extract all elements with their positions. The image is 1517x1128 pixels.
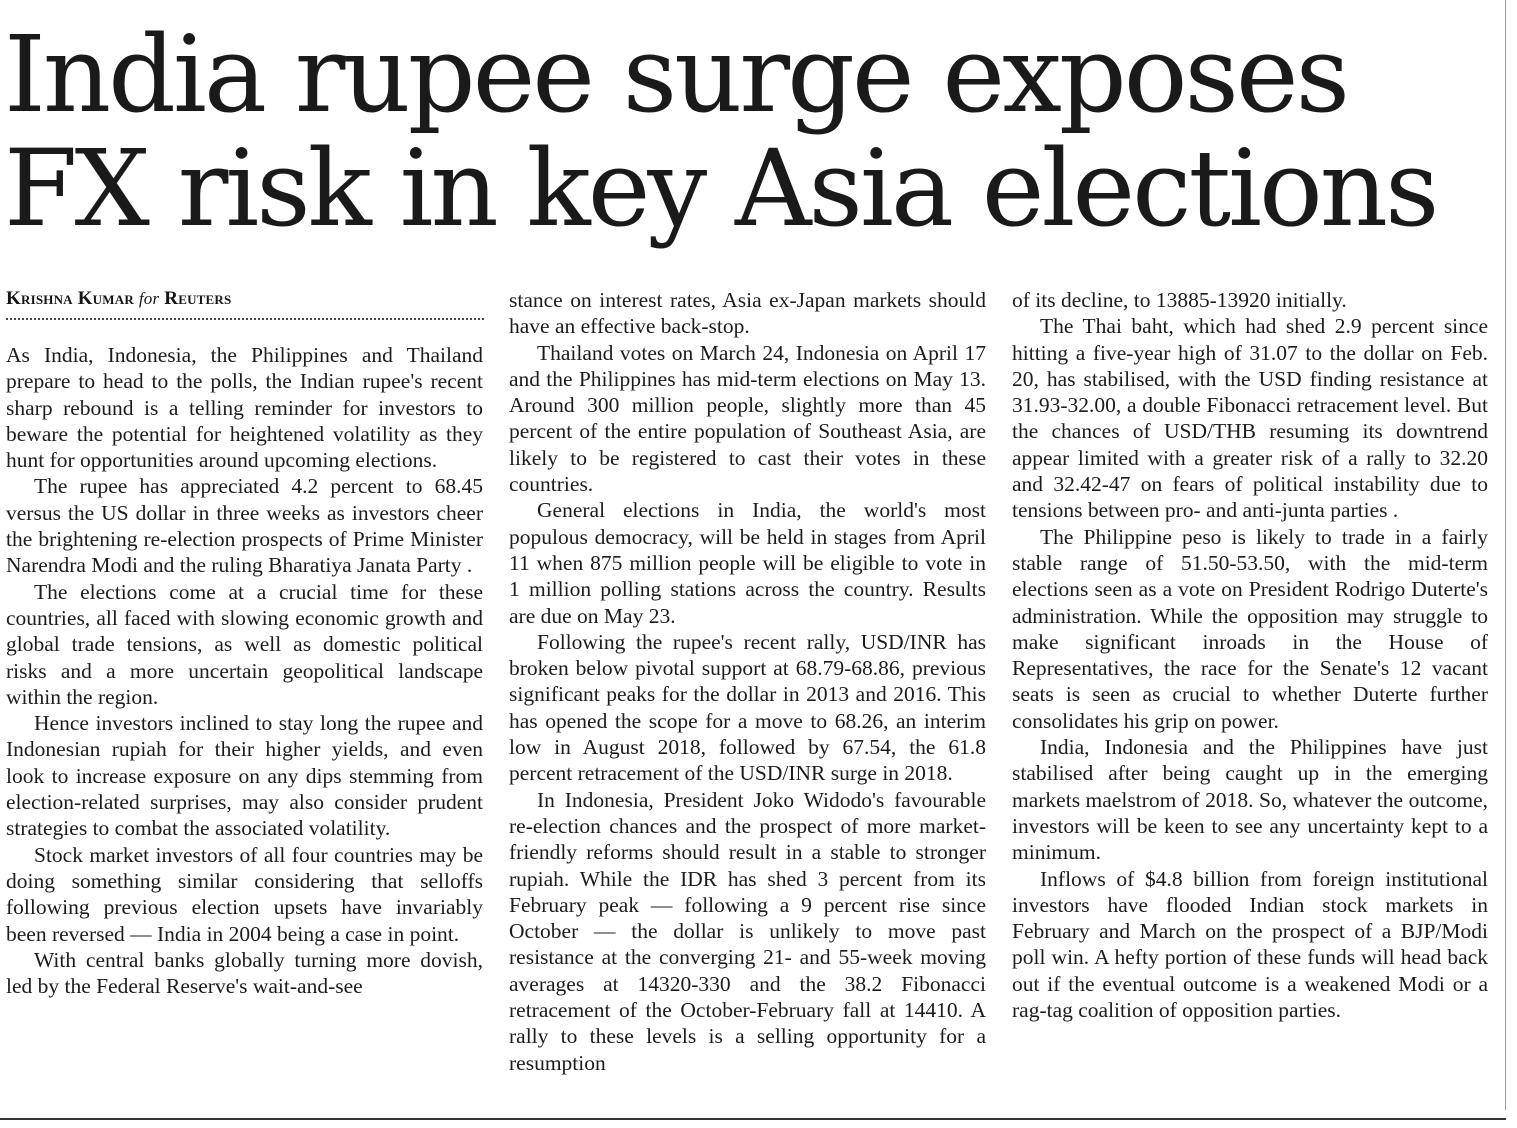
paragraph: General elections in India, the world's most populous democracy, will be held in stages from April 11 when 875 million people will be eligible to vote in 1 million polling stations across the country. Results are due on May 23. (509, 498, 986, 628)
byline-source: Reuters (164, 288, 232, 309)
paragraph: of its decline, to 13885-13920 initially. (1012, 288, 1347, 312)
paragraph: Following the rupee's recent rally, USD/INR has broken below pivotal support at 68.79-68.86, previous significant peaks for the dollar in 2013 and 2016. This has opened the scope for a move to 68.26, an interim low in August 2018, followed by 67.54, the 61.8 percent retracement of the USD/INR surge in 2018. (509, 629, 986, 786)
headline: India rupee surge exposes FX risk in key Asia elections (4, 13, 1437, 250)
paragraph: The elections come at a crucial time for these countries, all faced with slowing economic growth and global trade tensions, as well as domestic political risks and a more uncertain geopolitical landscape within the region. (6, 579, 483, 709)
byline-author: Krishna Kumar (6, 288, 134, 309)
paragraph: India, Indonesia and the Philippines have just stabilised after being caught up in the emerging markets maelstrom of 2018. So, whatever the outcome, investors will be keen to see any uncertainty kept to a minimum. (1012, 735, 1488, 865)
paragraph: In Indonesia, President Joko Widodo's favourable re-election chances and the prospect of more market-friendly reforms should result in a stable to stronger rupiah. While the IDR has shed 3 percent from its February peak — following a 9 percent rise since October — the dollar is unlikely to move past resistance at the converging 21- and 55-week moving averages at 14320-330 and the 38.2 Fibonacci retracement of the October-February fall at 14410. A rally to these levels is a selling opportunity for a resumption (509, 787, 986, 1075)
paragraph: Thailand votes on March 24, Indonesia on April 17 and the Philippines has mid-term elections on May 13. Around 300 million people, slightly more than 45 percent of the entire population of Southeast Asia, are likely to be registered to cast their votes in these countries. (509, 340, 986, 497)
column-rule (1505, 0, 1506, 1110)
byline-connector: for (138, 289, 160, 308)
byline (6, 288, 484, 310)
paragraph: Stock market investors of all four countries may be doing something similar considering that selloffs following previous election upsets have invariably been reversed — India in 2004 being a case in point. (6, 842, 483, 946)
article-column-2 (509, 287, 986, 1076)
bottom-rule (0, 1118, 1506, 1120)
paragraph: The Philippine peso is likely to trade in a fairly stable range of 51.50-53.50, with the mid-term elections seen as a vote on President Rodrigo Duterte's administration. While the opposition may struggle to make significant inroads in the House of Representatives, the race for the Senate's 12 vacant seats is seen as crucial to whether Duterte further consolidates his grip on power. (1012, 524, 1488, 733)
paragraph: Hence investors inclined to stay long the rupee and Indonesian rupiah for their higher yields, and even look to increase exposure on any dips stemming from election-related surprises, may also consider prudent strategies to combat the associated volatility. (6, 711, 483, 841)
paragraph: As India, Indonesia, the Philippines and Thailand prepare to head to the polls, the Indian rupee's recent sharp rebound is a telling reminder for investors to beware the potential for heightened volatility as they hunt for opportunities around upcoming elections. (6, 343, 483, 473)
paragraph: The Thai baht, which had shed 2.9 percent since hitting a five-year high of 31.07 to the dollar on Feb. 20, has stabilised, with the USD finding resistance at 31.93-32.00, a double Fibonacci retracement level. But the chances of USD/THB resuming its downtrend appear limited with a greater risk of a rally to 32.20 and 32.42-47 on fears of political instability due to tensions between pro- and anti-junta parties . (1012, 314, 1488, 523)
paragraph: stance on interest rates, Asia ex-Japan markets should have an effective back-stop. (509, 288, 986, 339)
byline-divider (6, 318, 484, 320)
paragraph: The rupee has appreciated 4.2 percent to 68.45 versus the US dollar in three weeks as investors cheer the brightening re-election prospects of Prime Minister Narendra Modi and the ruling Bharatiya Janata Party . (6, 474, 483, 578)
article-column-1 (6, 342, 483, 999)
paragraph: Inflows of $4.8 billion from foreign institutional investors have flooded Indian stock markets in February and March on the prospect of a BJP/Modi poll win. A hefty portion of these funds will head back out if the eventual outcome is a weakened Modi or a rag-tag coalition of opposition parties. (1012, 866, 1488, 1023)
article-column-3 (1012, 287, 1488, 1023)
paragraph: With central banks globally turning more dovish, led by the Federal Reserve's wait-and-see (6, 947, 483, 999)
